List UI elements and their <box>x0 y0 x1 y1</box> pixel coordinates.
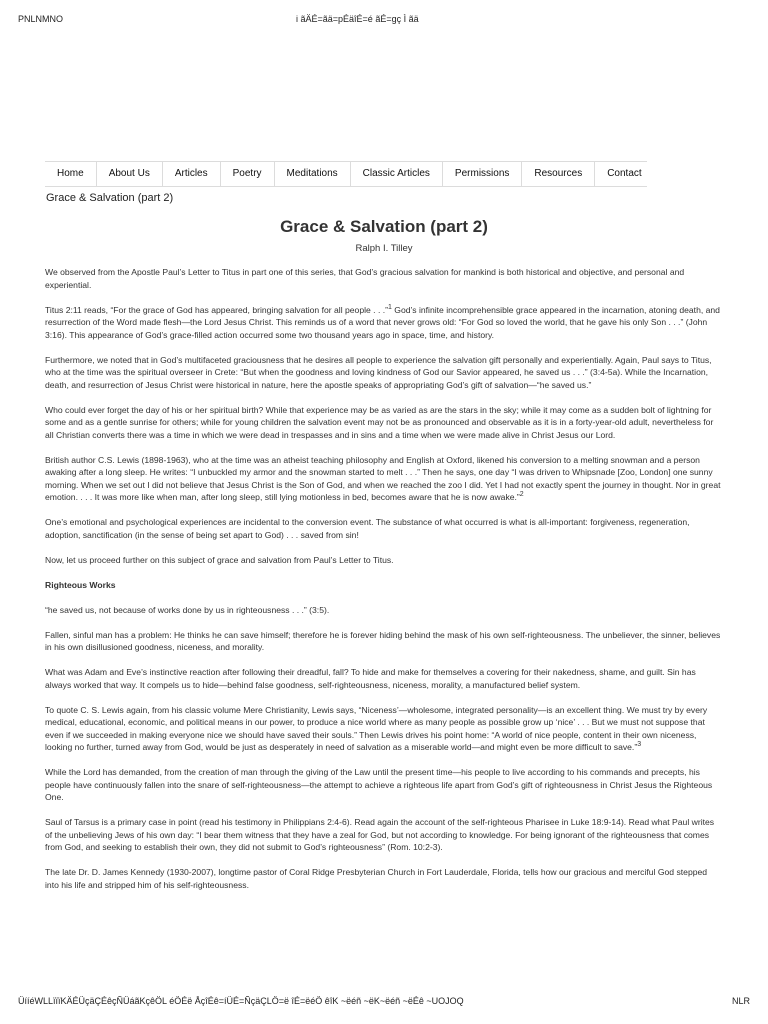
paragraph: We observed from the Apostle Paul’s Letter to Titus in part one of this series, that God’s gracious salvation for mankind is both historical and objective, and personal and experiential. <box>45 267 685 290</box>
paragraph: “he saved us, not because of works done by us in righteousness . . .” (3:5). <box>45 604 330 615</box>
nav-home[interactable]: Home <box>45 162 97 186</box>
footnote-ref[interactable]: 1 <box>388 303 392 311</box>
nav-articles[interactable]: Articles <box>163 162 221 186</box>
nav-resources[interactable]: Resources <box>522 162 595 186</box>
print-footer <box>18 996 750 1010</box>
paragraph-text: British author C.S. Lewis (1898-1963), who at the time was an atheist teaching philosophy and English at Oxford, likened his conversion to a melting snowman and a person awaking after a long sleep. He writes: “I unbuckled my armor and the snowman started to melt . . .” Then he says, one day “I was driven to Whipsnade [Zoo, London] one sunny morning. When we set out I did not believe that Jesus Christ is the Son of God, and when we reached the zoo I did. Yet I had not exactly spent the journey in thought. Nor in great emotion. . . . It was more like when man, after long sleep, still lying motionless in bed, becomes aware that he is now awake.” <box>45 454 721 502</box>
nav-meditations[interactable]: Meditations <box>275 162 351 186</box>
article-author: Ralph I. Tilley <box>355 243 413 254</box>
paragraph <box>45 454 721 504</box>
paragraph: What was Adam and Eve’s instinctive reaction after following their dreadful, fall? To hide and make for themselves a covering for their nakedness, shame, and guilt. Sin has always worked that way. It compels us to hide—behind false goodness, self-righteousness, niceness, morality, a manufactured belief system. <box>45 667 696 690</box>
paragraph: Fallen, sinful man has a problem: He thinks he can save himself; therefore he is forever hiding behind the mask of his own self-righteousness. The unbeliever, the sinner, believes in his own disillusioned goodness, niceness, and morality. <box>45 629 721 652</box>
paragraph: While the Lord has demanded, from the creation of man through the giving of the Law until the present time—his people to live according to his commands and precepts, his people have continuously fallen into the snare of self-righteousness—the attempt to achieve a righteous life apart from God’s gift of righteousness in Christ Jesus the Righteous One. <box>45 767 713 802</box>
print-header <box>18 14 750 28</box>
nav-contact[interactable]: Contact <box>607 168 642 179</box>
nav-about-us[interactable]: About Us <box>97 162 163 186</box>
paragraph: Who could ever forget the day of his or her spiritual birth? While that experience may be as varied as are the stars in the sky; while it may come as a sudden bolt of lightning for some and as a gentle sunrise for others; while for young children the salvation event may not be as pronounced and observable as it is in a forty-year-old adult, nevertheless for all Christian converts there was a time in which we were dead in trespasses and in sins and a time when we were made alive in Christ Jesus our Lord. <box>45 404 714 440</box>
paragraph: The late Dr. D. James Kennedy (1930-2007), longtime pastor of Coral Ridge Presbyterian Church in Fort Lauderdale, Florida, tells how our gracious and merciful God stepped into his life and stripped him of his self-righteousness. <box>45 867 708 890</box>
paragraph-text: God’s infinite incomprehensible grace appeared in the incarnation, atoning death, and resurrection of the Word made flesh—the Lord Jesus Christ. This reminds us of a word that never grows old: “For God so loved the world, that he gave his only Son . . .” (John 3:16). This appearance of God’s grace-filled action occurred some two thousand years ago in space, time, and history. <box>45 304 720 340</box>
main-nav <box>45 161 647 187</box>
section-heading: Righteous Works <box>45 579 116 590</box>
print-date: PNLNMNO <box>18 14 64 24</box>
nav-classic-articles[interactable]: Classic Articles <box>351 162 443 186</box>
paragraph: Now, let us proceed further on this subject of grace and salvation from Paul’s Letter to Titus. <box>45 554 394 565</box>
paragraph: Saul of Tarsus is a primary case in point (read his testimony in Philippians 2:4-6). Read again the account of the self-righteous Pharisee in Luke 18:9-14). Read what Paul writes of the unbelieving Jews of his own day: “I bear them witness that they have a zeal for God, but not according to knowledge. For being ignorant of the righteousness that comes from God, and seeking to establish their own, they did not submit to God’s righteousness” (Rom. 10:2-3). <box>45 817 715 852</box>
paragraph-text: To quote C. S. Lewis again, from his classic volume Mere Christianity, Lewis says, “Niceness’—wholesome, integrated personality—is an excellent thing. We must try by every medical, educational, economic, and political means in our power, to produce a nice world where as many people as possible grow up ‘nice’ . . . But we must not suppose that even if we succeeded in making everyone nice we should have saved their souls.” Then Lewis drives his point home: “A world of nice people, content in their own niceness, looking no further, turned away from God, would be just as desperately in need of salvation as a miserable world—and might even be more difficult to save.” <box>45 704 708 752</box>
paragraph-text: Titus 2:11 reads, “For the grace of God has appeared, bringing salvation for all people . . .” <box>45 304 388 315</box>
nav-permissions[interactable]: Permissions <box>443 162 522 186</box>
paragraph: Furthermore, we noted that in God’s multifaceted graciousness that he desires all people to experience the salvation gift personally and experientially. Again, Paul says to Titus, who at the time was the spiritual overseer in Crete: “But when the goodness and loving kindness of God our Savior appeared, he saved us . . .” (3:4-5a). While the Incarnation, death, and resurrection of Jesus Christ were historical in nature, here the apostle speaks of appropriating God’s gift of salvation—“he saved us.” <box>45 354 712 390</box>
print-url: ÜííéWLLïïïKÄÉÜçäÇÉêçÑÜáãKçêÖL éÖÉë ÅçîÉê=íÜÉ=ÑçäÇLÖ=ë îÉ=ëéÖ êîK ~ëéñ ~ëK~ëéñ ~ëÉê ~UOJOQ <box>18 996 464 1006</box>
paragraph <box>45 304 721 342</box>
footnote-ref[interactable]: 2 <box>519 491 524 499</box>
paragraph: One’s emotional and psychological experiences are incidental to the conversion event. The substance of what occurred is what is all-important: forgiveness, regeneration, adoption, sanctification (in the sense of being set apart to God) . . . saved from sin! <box>45 517 690 540</box>
breadcrumb: Grace & Salvation (part 2) <box>46 192 174 204</box>
print-page-number: NLR <box>731 996 750 1006</box>
article-title: Grace & Salvation (part 2) <box>280 217 488 236</box>
footnote-ref[interactable]: 3 <box>637 741 642 749</box>
print-page-title: i ãÄÉ=ãä=pÉäîÉ=é ãÉ=gç Ì ãä <box>296 14 419 24</box>
nav-poetry[interactable]: Poetry <box>221 162 275 186</box>
paragraph <box>45 704 721 754</box>
article-body <box>45 266 721 904</box>
